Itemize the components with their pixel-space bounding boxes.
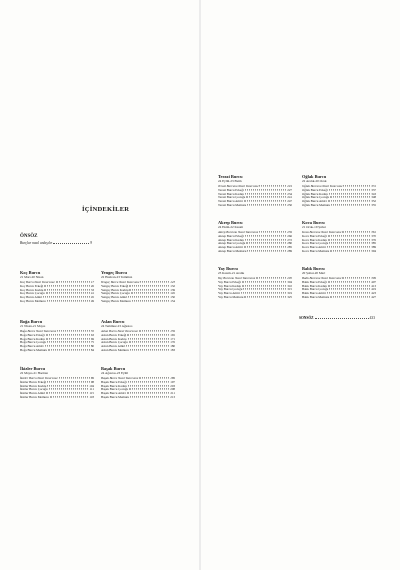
dot-leader	[247, 250, 286, 251]
toc-entry-page: 115	[89, 391, 94, 395]
dot-leader	[246, 243, 286, 244]
dot-leader	[328, 285, 370, 286]
section-dates: 24 Ağustos-23 Eylül	[101, 371, 129, 375]
toc-entry-label: Oğlak Burcu Memuru	[302, 202, 331, 207]
toc-entry-label: İkizler Burcu Kadını	[20, 383, 47, 388]
toc-entry-page: 145	[170, 291, 175, 296]
toc-entry-label: Yengeç Burcu Memuru	[101, 298, 131, 303]
toc-entry-label: Terazi Burcu Amiri	[218, 199, 243, 203]
toc-entry-page: 159	[170, 329, 175, 333]
toc-entry[interactable]	[101, 300, 175, 304]
toc-entry-label: Terazi Burcu Çocuğu	[218, 195, 246, 200]
dot-leader	[130, 396, 169, 397]
dot-leader	[330, 250, 370, 251]
dot-leader	[50, 396, 89, 397]
dot-leader	[244, 246, 286, 247]
toc-entry-label: Akrep Burcunu Nasıl Tanırsınız	[218, 230, 259, 234]
toc-entry-page: 266	[287, 233, 292, 238]
toc-entry-label: Başak Burcu Erkeği	[101, 379, 127, 384]
section-name: Boğa Burcu	[20, 319, 43, 324]
toc-entry-page: 343	[371, 191, 376, 196]
section-name: Aslan Burcu	[101, 319, 125, 324]
dot-leader	[126, 345, 169, 346]
section-dates: 21 Nisan-21 Mayıs	[20, 324, 46, 328]
toc-entry-page: 118	[89, 394, 94, 399]
toc-entry[interactable]	[302, 204, 376, 208]
section-dates: 23 Kasım-21 Aralık	[218, 271, 245, 275]
toc-entry[interactable]	[302, 296, 376, 300]
toc-entry-label: Koç Burcu Memuru	[20, 298, 46, 303]
toc-entry-page: 55	[90, 329, 94, 333]
toc-entry-page: 423	[371, 291, 376, 295]
toc-entry-label: Oğlak Burcu Amiri	[302, 199, 327, 203]
toc-section	[302, 174, 376, 208]
toc-entry-label: Terazi Burcunu Nasıl Tanırsınız	[218, 184, 259, 188]
toc-entry-page: 259	[287, 230, 292, 234]
toc-entry-page: 123	[170, 280, 175, 284]
toc-entry-label: İkizler Burcu Nasıl Tanırsınız	[20, 376, 58, 380]
toc-entry-label: Koç Burcu Kadını	[20, 287, 44, 292]
dot-leader	[128, 381, 170, 382]
toc-entry-label: Koç Burcu Nasıl Tanırsınız	[20, 280, 55, 284]
section-dates: 22 Mayıs-21 Haziran	[20, 371, 49, 375]
toc-entry-page: 197	[170, 379, 175, 384]
toc-entry-label: Başak Burcu Memuru	[101, 394, 130, 399]
dot-leader	[44, 285, 90, 286]
toc-entry-label: Kova Burcu Kadını	[302, 237, 327, 242]
dot-leader	[47, 300, 90, 301]
toc-entry-label: Kova Burcu Çocuğu	[302, 241, 329, 246]
toc-entry-page: 219	[287, 184, 292, 188]
toc-entry-label: Yay Burcu Kadını	[218, 283, 242, 288]
toc-section	[302, 266, 376, 300]
toc-entry-page: 280	[287, 241, 292, 246]
section-name: Yengeç Burcu	[101, 270, 127, 275]
toc-entry[interactable]	[101, 349, 175, 353]
dot-leader	[131, 293, 170, 294]
dot-leader	[327, 246, 370, 247]
dot-leader	[53, 243, 89, 244]
toc-section	[302, 220, 376, 254]
toc-entry-page: 247	[287, 199, 292, 203]
dot-leader	[57, 330, 90, 331]
dot-leader	[59, 377, 90, 378]
toc-entry-page: 385	[371, 241, 376, 246]
section-name: Başak Burcu	[101, 366, 126, 371]
dot-leader	[47, 381, 90, 382]
sonsoz-page: 433	[369, 316, 375, 320]
dot-leader	[128, 385, 169, 386]
toc-entry-page: 154	[170, 298, 175, 303]
toc-entry-page: 227	[287, 187, 292, 192]
toc-entry-label: Balık Burcu Memuru	[302, 294, 330, 299]
section-name: Terazi Burcu	[218, 174, 243, 179]
toc-entry-label: Oğlak Burcu Kadını	[302, 191, 328, 196]
toc-entry-label: Yengeç Burcu Kadını	[101, 287, 129, 292]
toc-section	[20, 270, 94, 304]
dot-leader	[329, 193, 370, 194]
toc-entry-page: 45	[90, 295, 94, 299]
toc-entry-page: 98	[90, 379, 94, 384]
toc-entry-page: 111	[89, 387, 94, 392]
onsoz-heading: ÖNSÖZ	[20, 234, 38, 239]
dot-leader	[129, 342, 169, 343]
toc-entry-label: Yengeç Burcu Çocuğu	[101, 291, 130, 296]
toc-entry-label: Kova Burcu Amiri	[302, 245, 326, 249]
toc-entry-page: 176	[170, 340, 175, 345]
toc-entry-page: 180	[170, 344, 175, 348]
dot-leader	[47, 342, 90, 343]
toc-entry-label: İkizler Burcu Erkeği	[20, 379, 47, 384]
section-dates: 24 Temmuz-23 Ağustos	[101, 324, 133, 328]
section-name: İkizler Burcu	[20, 366, 46, 371]
toc-entry-page: 376	[371, 237, 376, 242]
section-dates: 22 Haziran-23 Temmuz	[101, 275, 133, 279]
section-name: Yay Burcu	[218, 266, 238, 271]
dot-leader	[56, 281, 90, 282]
dot-leader	[128, 296, 169, 297]
toc-entry-label: Terazi Burcu Memuru	[218, 202, 247, 207]
dot-leader	[242, 281, 286, 282]
toc-entry-page: 250	[287, 202, 292, 207]
dot-leader	[43, 296, 90, 297]
toc-entry-page: 289	[287, 248, 292, 253]
dot-leader	[140, 281, 169, 282]
dot-leader	[241, 292, 286, 293]
toc-entry-page: 104	[89, 383, 94, 388]
section-name: Koç Burcu	[20, 270, 41, 275]
toc-entry-page: 407	[371, 279, 376, 284]
toc-entry-page: 352	[371, 199, 376, 203]
toc-entry-label: Terazi Burcu Kadını	[218, 191, 244, 196]
toc-section	[101, 319, 175, 353]
toc-entry-label: İkizler Burcu Amiri	[20, 391, 46, 395]
toc-entry-page: 394	[371, 248, 376, 253]
dot-leader	[48, 349, 90, 350]
dot-leader	[328, 281, 370, 282]
dot-leader	[329, 189, 371, 190]
toc-entry-label: Kova Burcu Memuru	[302, 248, 330, 253]
toc-entry-label: Akrep Burcu Memuru	[218, 248, 247, 253]
section-dates: 21 Ocak-19 Şubat	[302, 225, 326, 229]
toc-entry-page: 89	[90, 376, 94, 380]
dot-leader	[242, 285, 286, 286]
dot-leader	[44, 289, 89, 290]
toc-entry-page: 241	[287, 195, 292, 200]
dot-leader	[130, 349, 169, 350]
toc-entry-page: 211	[170, 391, 175, 395]
toc-entry-page: 150	[170, 295, 175, 299]
dot-leader	[256, 277, 286, 278]
dot-leader	[243, 289, 286, 290]
toc-entry-page: 427	[371, 294, 376, 299]
toc-entry-page: 132	[170, 283, 175, 288]
toc-entry-label: Koç Burcu Erkeği	[20, 283, 44, 288]
toc-entry-page: 304	[287, 279, 292, 284]
toc-entry[interactable]	[302, 250, 376, 254]
toc-entry-label: Yay Burcu Çocuğu	[218, 287, 243, 292]
dot-leader	[129, 285, 169, 286]
toc-entry[interactable]	[101, 396, 175, 400]
page-title: İÇİNDEKİLER	[82, 206, 130, 213]
section-name: Akrep Burcu	[218, 220, 243, 225]
toc-entry[interactable]	[218, 204, 292, 208]
toc-entry-label: Aslan Burcu Amiri	[101, 344, 126, 348]
toc-entry[interactable]	[20, 349, 94, 353]
toc-entry-page: 399	[371, 276, 376, 280]
toc-entry-page: 413	[371, 283, 376, 288]
toc-entry-page: 315	[287, 287, 292, 292]
toc-section	[218, 266, 292, 300]
toc-entry-label: Yengeç Burcu Amiri	[101, 295, 128, 299]
section-dates: 24 Eylül-23 Ekim	[218, 179, 242, 183]
toc-entry-label: Akrep Burcu Erkeği	[218, 233, 244, 238]
dot-leader	[244, 200, 286, 201]
toc-entry-page: 41	[90, 291, 94, 296]
dot-leader	[330, 296, 370, 297]
dot-leader	[127, 334, 169, 335]
toc-entry-page: 80	[90, 344, 94, 348]
toc-entry-label: Balık Burcunu Nasıl Tanırsınız	[302, 276, 342, 280]
dot-leader	[244, 296, 286, 297]
dot-leader	[245, 235, 286, 236]
toc-entry-label: Yay Burcu Memuru	[218, 294, 244, 299]
dot-leader	[328, 200, 371, 201]
sonsoz-label: SONSÖZ	[299, 316, 314, 320]
toc-entry-label: Aslan Burcu Memuru	[101, 347, 129, 352]
toc-entry-label: Kova Burcu Erkeği	[302, 233, 327, 238]
toc-entry-label: Boğa Burcu Amiri	[20, 344, 44, 348]
toc-entry-label: Akrep Burcu Amiri	[218, 245, 243, 249]
dot-leader	[259, 231, 286, 232]
onsoz-entry-label: Burçlar nasıl anlaşılır	[20, 241, 53, 245]
dot-leader	[342, 231, 370, 232]
toc-entry-page: 310	[287, 283, 292, 288]
toc-entry-page: 63	[90, 332, 94, 337]
toc-entry-page: 389	[371, 245, 376, 249]
sonsoz-entry[interactable]	[299, 316, 375, 320]
toc-entry-page: 285	[287, 245, 292, 249]
dot-leader	[46, 293, 90, 294]
toc-entry-page: 165	[170, 332, 175, 337]
dot-leader	[343, 185, 370, 186]
toc-entry-label: Başak Burcu Kadını	[101, 383, 127, 388]
dot-leader	[46, 338, 90, 339]
toc-entry-label: Aslan Burcu Kadını	[101, 336, 127, 341]
dot-leader	[129, 389, 169, 390]
section-name: Kova Burcu	[302, 220, 325, 225]
dot-leader	[315, 318, 369, 319]
toc-entry-page: 325	[287, 294, 292, 299]
toc-entry-label: Balık Burcu Çocuğu	[302, 287, 329, 292]
toc-entry-label: Oğlak Burcu Çocuğu	[302, 195, 330, 200]
toc-entry-page: 370	[371, 233, 376, 238]
toc-entry-label: Aslan Burcu Çocuğu	[101, 340, 128, 345]
toc-entry-page: 419	[371, 287, 376, 292]
section-dates: 20 Şubat-20 Mart	[302, 271, 326, 275]
dot-leader	[245, 189, 286, 190]
toc-entry-page: 331	[371, 184, 376, 188]
toc-section	[218, 174, 292, 208]
dot-leader	[329, 289, 370, 290]
onsoz-entry-page: 9	[90, 241, 92, 245]
dot-leader	[47, 385, 88, 386]
dot-leader	[245, 239, 286, 240]
section-dates: 22 Aralık-20 Ocak	[302, 179, 327, 183]
toc-entry-label: Koç Burcu Amiri	[20, 295, 43, 299]
toc-entry-label: Boğa Burcu Memuru	[20, 347, 48, 352]
dot-leader	[327, 292, 370, 293]
dot-leader	[330, 197, 370, 198]
toc-entry-label: Yay Burcu Amiri	[218, 291, 240, 295]
toc-entry-label: Başak Burcu Çocuğu	[101, 387, 129, 392]
dot-leader	[247, 204, 286, 205]
toc-entry-page: 26	[90, 283, 94, 288]
toc-entry-label: Boğa Burcu Kadını	[20, 336, 45, 341]
toc-entry-page: 203	[170, 383, 175, 388]
toc-entry-page: 75	[90, 340, 94, 345]
dot-leader	[49, 389, 89, 390]
toc-entry-label: Boğa Burcu Çocuğu	[20, 340, 47, 345]
dot-leader	[139, 330, 170, 331]
toc-entry-page: 213	[170, 394, 175, 399]
dot-leader	[328, 235, 370, 236]
toc-entry-label: Akrep Burcu Çocuğu	[218, 241, 246, 246]
toc-entry-label: Yay Burcu Erkeği	[218, 279, 241, 284]
toc-entry-label: Boğa Burcu Erkeği	[20, 332, 45, 337]
toc-entry-label: Oğlak Burcunu Nasıl Tanırsınız	[302, 184, 343, 188]
section-dates: 24 Ekim-22 Kasım	[218, 225, 244, 229]
toc-entry-label: Oğlak Burcu Erkeği	[302, 187, 328, 192]
toc-entry-label: Yengeç Burcu Nasıl Tanırsınız	[101, 280, 140, 284]
dot-leader	[259, 185, 286, 186]
toc-entry-label: Kova Burcunu Nasıl Tanırsınız	[302, 230, 342, 234]
book-gutter	[199, 0, 201, 570]
toc-entry-page: 17	[90, 280, 94, 284]
toc-entry-label: Terazi Burcu Erkeği	[218, 187, 244, 192]
toc-entry-label: İkizler Burcu Memuru	[20, 394, 49, 399]
toc-entry-page: 319	[287, 291, 292, 295]
dot-leader	[342, 277, 370, 278]
toc-section	[101, 270, 175, 304]
dot-leader	[128, 338, 170, 339]
dot-leader	[46, 392, 88, 393]
dot-leader	[328, 239, 370, 240]
toc-entry-page: 337	[371, 187, 376, 192]
toc-section	[20, 319, 94, 353]
dot-leader	[46, 334, 90, 335]
dot-leader	[132, 300, 169, 301]
toc-entry[interactable]	[218, 296, 292, 300]
toc-entry-label: Başak Burcu Nasıl Tanırsınız	[101, 376, 139, 380]
toc-entry[interactable]	[218, 250, 292, 254]
toc-entry-page: 33	[90, 287, 94, 292]
onsoz-entry[interactable]	[20, 241, 92, 245]
dot-leader	[45, 345, 90, 346]
toc-section	[20, 366, 94, 400]
toc-entry-page: 139	[170, 287, 175, 292]
dot-leader	[245, 193, 286, 194]
toc-entry-label: Akrep Burcu Kadını	[218, 237, 245, 242]
toc-entry-label: Aslan Burcu Erkeği	[101, 332, 127, 337]
toc-entry-label: Balık Burcu Amiri	[302, 291, 326, 295]
toc-section	[101, 366, 175, 400]
section-dates: 21 Mart-20 Nisan	[20, 275, 44, 279]
toc-entry-label: Yay Burcunu Nasıl Tanırsınız	[218, 276, 256, 280]
toc-entry-page: 49	[90, 298, 94, 303]
toc-entry[interactable]	[20, 396, 94, 400]
toc-entry-label: Balık Burcu Kadını	[302, 283, 327, 288]
toc-entry-page: 189	[170, 376, 175, 380]
dot-leader	[129, 289, 169, 290]
section-name: Balık Burcu	[302, 266, 325, 271]
section-name: Oğlak Burcu	[302, 174, 327, 179]
toc-section	[218, 220, 292, 254]
toc-entry-page: 208	[170, 387, 175, 392]
toc-entry-page: 355	[371, 202, 376, 207]
toc-entry-page: 234	[287, 191, 292, 196]
toc-entry-label: Yengeç Burcu Erkeği	[101, 283, 129, 288]
toc-entry-page: 361	[371, 230, 376, 234]
toc-entry-label: İkizler Burcu Çocuğu	[20, 387, 48, 392]
toc-entry-label: Balık Burcu Erkeği	[302, 279, 327, 284]
toc-entry[interactable]	[20, 300, 94, 304]
dot-leader	[246, 197, 286, 198]
toc-entry-page: 84	[90, 347, 94, 352]
dot-leader	[139, 377, 169, 378]
toc-entry-page: 171	[170, 336, 175, 341]
toc-entry-label: Boğa Burcu Nasıl Tanırsınız	[20, 329, 57, 333]
toc-entry-page: 295	[287, 276, 292, 280]
dot-leader	[329, 243, 370, 244]
dot-leader	[331, 204, 370, 205]
toc-entry-label: Başak Burcu Amiri	[101, 391, 126, 395]
dot-leader	[127, 392, 170, 393]
toc-entry-page: 69	[90, 336, 94, 341]
toc-entry-label: Aslan Burcu Nasıl Tanırsınız	[101, 329, 138, 333]
toc-entry-page: 183	[170, 347, 175, 352]
toc-entry-page: 348	[371, 195, 376, 200]
toc-entry-label: Koç Burcu Çocuğu	[20, 291, 45, 296]
toc-entry-page: 272	[287, 237, 292, 242]
